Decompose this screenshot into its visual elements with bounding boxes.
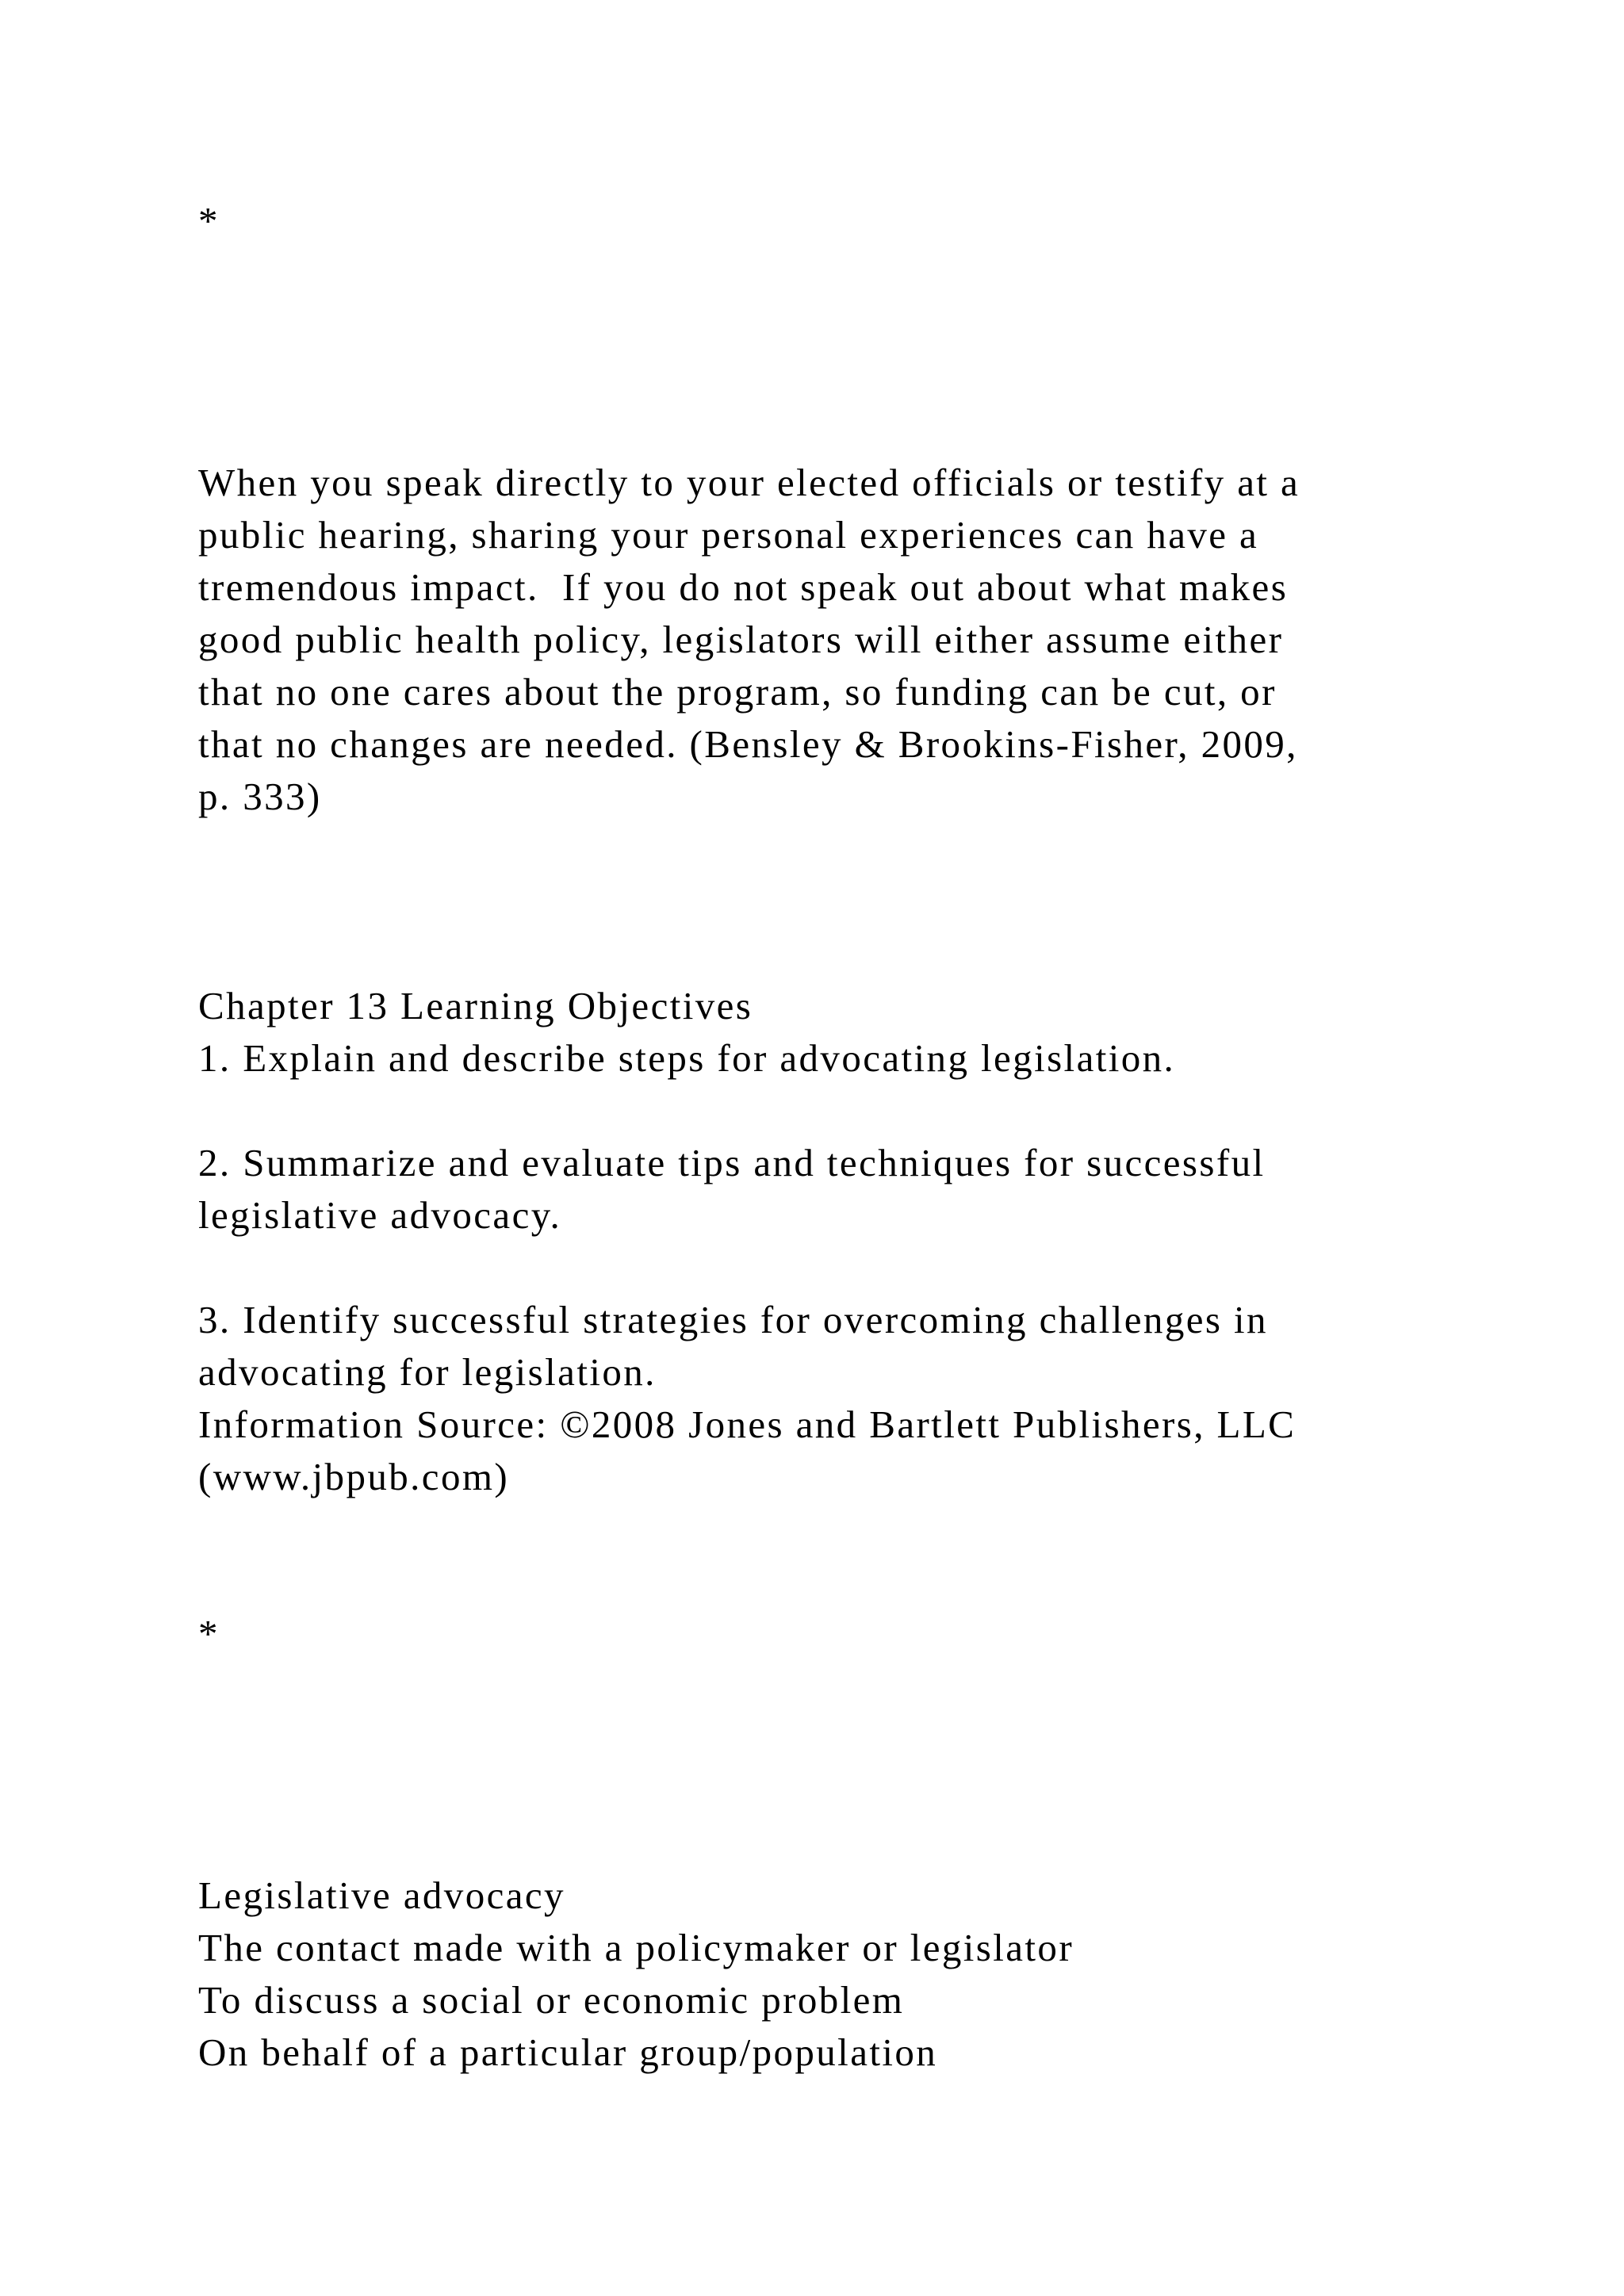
information-source-line: Information Source: ©2008 Jones and Bartlett Publishers, LLC bbox=[198, 1402, 1297, 1446]
advocacy-line: To discuss a social or economic problem bbox=[198, 1978, 905, 2022]
objective-item-2-line: legislative advocacy. bbox=[198, 1193, 562, 1237]
objectives-heading: Chapter 13 Learning Objectives bbox=[198, 984, 753, 1027]
quote-line: tremendous impact. If you do not speak out about what makes bbox=[198, 565, 1289, 609]
slide-marker-asterisk: * bbox=[198, 1612, 218, 1655]
advocacy-line: On behalf of a particular group/population bbox=[198, 2030, 938, 2074]
quote-line: p. 333) bbox=[198, 775, 322, 818]
advocacy-heading: Legislative advocacy bbox=[198, 1873, 565, 1917]
quote-line: that no one cares about the program, so funding can be cut, or bbox=[198, 670, 1277, 714]
objective-item-3-line: advocating for legislation. bbox=[198, 1350, 657, 1394]
objective-item-1: 1. Explain and describe steps for advocating legislation. bbox=[198, 1036, 1176, 1080]
quote-line: that no changes are needed. (Bensley & Brookins-Fisher, 2009, bbox=[198, 722, 1298, 766]
objective-item-2-line: 2. Summarize and evaluate tips and techniques for successful bbox=[198, 1141, 1266, 1184]
slide-marker-asterisk: * bbox=[198, 199, 218, 243]
quote-line: good public health policy, legislators will either assume either bbox=[198, 618, 1284, 661]
quote-line: When you speak directly to your elected officials or testify at a bbox=[198, 461, 1300, 504]
information-source-line: (www.jbpub.com) bbox=[198, 1455, 510, 1498]
advocacy-line: The contact made with a policymaker or legislator bbox=[198, 1926, 1074, 1969]
objective-item-3-line: 3. Identify successful strategies for overcoming challenges in bbox=[198, 1298, 1268, 1341]
quote-line: public hearing, sharing your personal experiences can have a bbox=[198, 513, 1259, 557]
